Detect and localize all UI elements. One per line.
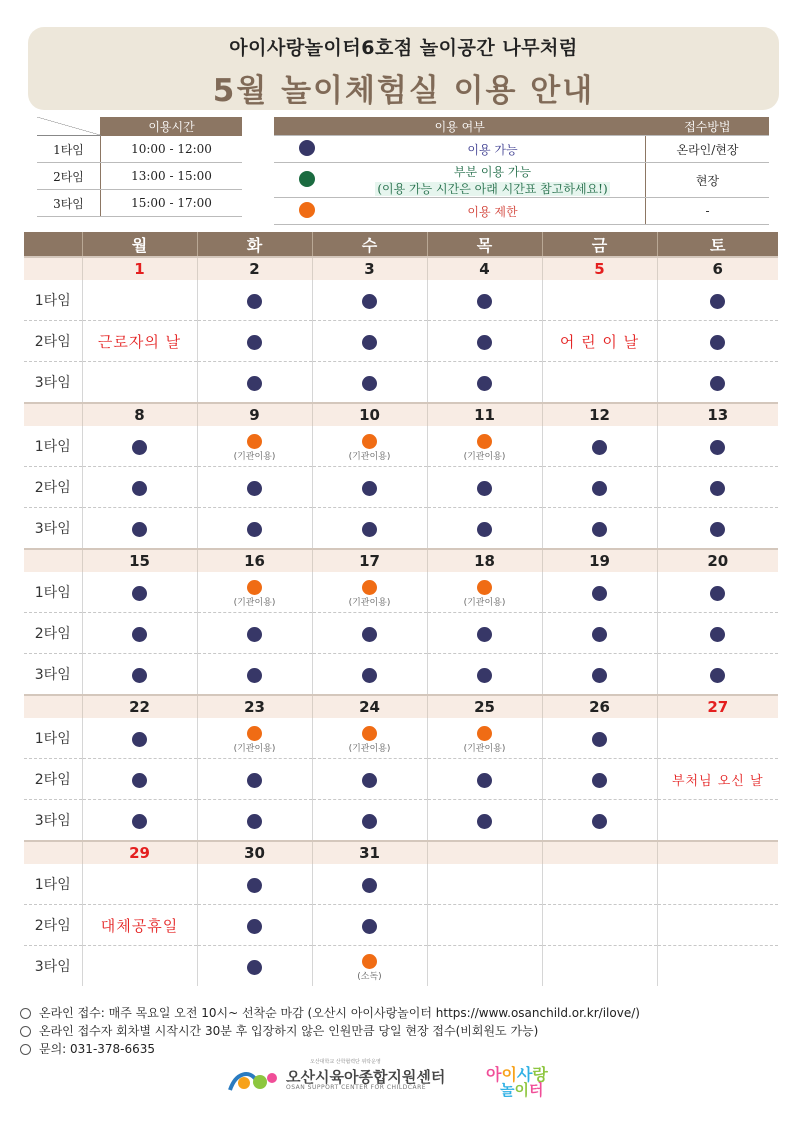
slot-cell — [657, 800, 778, 842]
slot-cell — [197, 759, 312, 800]
slot-label: 2타임 — [24, 905, 82, 946]
org-name-en: OSAN SUPPORT CENTER FOR CHILDCARE — [286, 1084, 427, 1091]
info-walkin-text: 온라인 접수자 회차별 시작시간 30분 후 입장하지 않은 인원만큼 당일 현장 접수(비회원도 가능) — [39, 1024, 539, 1038]
slot-cell — [542, 759, 657, 800]
time-label: 3타임 — [37, 190, 101, 217]
available-dot-icon — [710, 376, 725, 391]
slot-cell — [312, 321, 427, 362]
available-dot-icon — [132, 440, 147, 455]
slot-cell — [82, 426, 197, 467]
brand-letter: 놀 — [500, 1081, 515, 1099]
slot-cell — [312, 362, 427, 404]
available-dot-icon — [247, 814, 262, 829]
ilove-playground-logo — [486, 1062, 582, 1102]
slot-cell — [542, 508, 657, 550]
slot-cell — [542, 572, 657, 613]
date-cell: 11 — [427, 403, 542, 426]
available-dot-icon — [477, 773, 492, 788]
slot-cell — [197, 362, 312, 404]
available-dot-icon — [592, 586, 607, 601]
date-cell: 23 — [197, 695, 312, 718]
restriction-note: (기관이용) — [233, 597, 276, 608]
slot-cell — [197, 905, 312, 946]
slot-cell — [427, 759, 542, 800]
legend-restricted-method: - — [646, 198, 770, 225]
date-cell: 30 — [197, 841, 312, 864]
available-dot-icon — [132, 773, 147, 788]
slot-cell — [82, 280, 197, 321]
slot-cell — [427, 718, 542, 759]
slot-cell — [542, 718, 657, 759]
date-cell: 4 — [427, 257, 542, 280]
restriction-note: (기관이용) — [233, 451, 276, 462]
brand-letter: 터 — [529, 1081, 544, 1099]
time-label: 2타임 — [37, 163, 101, 190]
day-header-thu: 목 — [427, 232, 542, 257]
slot-row — [24, 426, 778, 467]
brand-letter: 아 — [486, 1065, 502, 1084]
available-dot-icon — [592, 481, 607, 496]
time-range: 13:00 - 15:00 — [101, 163, 243, 190]
date-cell: 25 — [427, 695, 542, 718]
available-dot-icon — [247, 376, 262, 391]
available-dot-icon — [710, 440, 725, 455]
week-date-row — [24, 695, 778, 718]
available-dot-icon — [132, 732, 147, 747]
slot-cell — [82, 572, 197, 613]
available-dot-icon — [710, 586, 725, 601]
available-dot-icon — [710, 335, 725, 350]
slot-row — [24, 508, 778, 550]
available-dot-icon — [710, 481, 725, 496]
slot-cell — [542, 654, 657, 696]
slot-cell — [657, 467, 778, 508]
slot-cell — [542, 946, 657, 987]
available-dot-icon — [477, 294, 492, 309]
available-dot-icon — [592, 732, 607, 747]
slot-cell — [542, 800, 657, 842]
available-dot-icon — [362, 814, 377, 829]
slot-cell — [542, 321, 657, 362]
slot-cell — [197, 572, 312, 613]
available-dot-icon — [592, 627, 607, 642]
brand-letter: 사 — [516, 1065, 533, 1084]
slot-cell — [312, 718, 427, 759]
available-dot-icon — [247, 335, 262, 350]
slot-label: 1타임 — [24, 572, 82, 613]
holiday-label: 대체공휴일 — [100, 916, 179, 935]
slot-label: 3타임 — [34, 813, 71, 829]
slot-label: 1타임 — [24, 718, 82, 759]
available-dot-icon — [477, 522, 492, 537]
restricted-dot-icon — [247, 726, 262, 741]
slot-cell — [427, 905, 542, 946]
legend-available-method: 온라인/현장 — [646, 136, 770, 163]
slot-cell — [542, 426, 657, 467]
available-dot-icon — [592, 773, 607, 788]
slot-cell — [197, 280, 312, 321]
restricted-dot-icon — [477, 580, 492, 595]
brand-letter: 이 — [501, 1065, 517, 1084]
brand-bottom-text — [500, 1079, 544, 1100]
day-header-tue: 화 — [197, 232, 312, 257]
slot-cell — [82, 800, 197, 842]
slot-cell — [542, 905, 657, 946]
slot-cell — [312, 759, 427, 800]
slot-cell — [657, 654, 778, 696]
legend-restricted-text: 이용 제한 — [340, 198, 646, 225]
slot-cell — [657, 613, 778, 654]
slot-cell — [197, 654, 312, 696]
date-cell: 20 — [657, 549, 778, 572]
available-dot-icon — [362, 773, 377, 788]
calendar-table — [24, 232, 778, 986]
available-dot-icon — [710, 522, 725, 537]
legend-partial-note: (이용 가능 시간은 아래 시간표 참고하세요!) — [377, 182, 608, 196]
page-subtitle: 아이사랑놀이터6호점 놀이공간 나무처럼 — [229, 37, 578, 59]
slot-cell — [657, 572, 778, 613]
date-cell: 24 — [312, 695, 427, 718]
date-cell: 16 — [197, 549, 312, 572]
available-dot-icon — [299, 140, 315, 156]
available-dot-icon — [247, 960, 262, 975]
restriction-note: (기관이용) — [463, 451, 506, 462]
slot-cell — [657, 508, 778, 550]
slot-cell — [197, 946, 312, 987]
restricted-dot-icon — [362, 954, 377, 969]
slot-cell — [312, 905, 427, 946]
slot-cell — [197, 864, 312, 905]
brand-letter: 랑 — [532, 1065, 548, 1084]
available-dot-icon — [362, 878, 377, 893]
slot-cell — [542, 280, 657, 321]
time-label: 1타임 — [37, 136, 101, 163]
slot-cell — [197, 613, 312, 654]
slot-cell — [197, 508, 312, 550]
slot-cell — [427, 426, 542, 467]
date-cell: 5 — [542, 257, 657, 280]
slot-row — [24, 800, 778, 842]
week-date-row — [24, 549, 778, 572]
date-cell: 8 — [82, 403, 197, 426]
time-table-corner — [37, 117, 101, 136]
available-dot-icon — [247, 522, 262, 537]
brand-letter: 이 — [514, 1081, 529, 1099]
time-range: 15:00 - 17:00 — [101, 190, 243, 217]
week-date-row — [24, 403, 778, 426]
slot-cell — [657, 718, 778, 759]
slot-cell — [427, 467, 542, 508]
restricted-dot-icon — [362, 580, 377, 595]
restricted-dot-icon — [247, 580, 262, 595]
available-dot-icon — [362, 522, 377, 537]
slot-label: 3타임 — [34, 375, 71, 391]
available-dot-icon — [132, 814, 147, 829]
slot-row — [24, 946, 778, 987]
slot-cell — [312, 800, 427, 842]
available-dot-icon — [362, 627, 377, 642]
date-cell: 3 — [312, 257, 427, 280]
restricted-dot-icon — [362, 726, 377, 741]
available-dot-icon — [247, 919, 262, 934]
slot-row — [24, 905, 778, 946]
slot-cell — [427, 572, 542, 613]
slot-row — [24, 467, 778, 508]
available-dot-icon — [132, 627, 147, 642]
date-cell: 26 — [542, 695, 657, 718]
slot-cell — [657, 946, 778, 987]
slot-cell — [427, 946, 542, 987]
slot-cell — [82, 508, 197, 550]
slot-cell — [657, 321, 778, 362]
time-table — [37, 117, 242, 217]
slot-cell — [427, 362, 542, 404]
date-cell: 15 — [82, 549, 197, 572]
slot-cell — [427, 613, 542, 654]
bullet-circle-icon — [20, 1026, 31, 1037]
slot-cell — [197, 718, 312, 759]
osan-logo-icon — [226, 1068, 282, 1094]
bullet-circle-icon — [20, 1008, 31, 1019]
slot-cell — [82, 946, 197, 987]
slot-cell — [427, 508, 542, 550]
slot-label: 3타임 — [34, 667, 71, 683]
available-dot-icon — [247, 773, 262, 788]
legend-available-text: 이용 가능 — [340, 136, 646, 163]
available-dot-icon — [710, 294, 725, 309]
available-dot-icon — [477, 481, 492, 496]
slot-cell — [657, 426, 778, 467]
date-cell: 27 — [657, 695, 778, 718]
slot-cell — [312, 946, 427, 987]
slot-cell — [312, 654, 427, 696]
slot-cell — [82, 613, 197, 654]
slot-cell — [312, 613, 427, 654]
available-dot-icon — [362, 919, 377, 934]
slot-cell — [427, 864, 542, 905]
date-cell — [542, 841, 657, 864]
slot-row — [24, 864, 778, 905]
slot-label: 2타임 — [24, 321, 82, 362]
slot-cell — [312, 426, 427, 467]
slot-cell — [197, 426, 312, 467]
slot-label: 1타임 — [24, 426, 82, 467]
available-dot-icon — [477, 668, 492, 683]
slot-cell — [82, 759, 197, 800]
slot-cell — [312, 280, 427, 321]
available-dot-icon — [477, 814, 492, 829]
restriction-note: (소독) — [357, 971, 382, 982]
info-online-text: 온라인 접수: 매주 목요일 오전 10시~ 선착순 마감 (오산시 아이사랑놀이터 https://www.osanchild.or.kr/ilove/) — [39, 1006, 640, 1020]
slot-cell — [82, 362, 197, 404]
day-header-wed: 수 — [312, 232, 427, 257]
time-range: 10:00 - 12:00 — [101, 136, 243, 163]
slot-row — [24, 654, 778, 696]
restriction-note: (기관이용) — [233, 743, 276, 754]
org-tagline: 오산대학교 산학협력단 위탁운영 — [310, 1059, 381, 1065]
available-dot-icon — [247, 627, 262, 642]
day-header-fri: 금 — [542, 232, 657, 257]
restriction-note: (기관이용) — [348, 597, 391, 608]
org-name: 오산시육아종합지원센터 — [286, 1068, 446, 1086]
page-title: 5월 놀이체험실 이용 안내 — [212, 73, 595, 109]
slot-cell — [427, 654, 542, 696]
date-cell — [427, 841, 542, 864]
available-dot-icon — [362, 668, 377, 683]
available-dot-icon — [132, 481, 147, 496]
slot-label: 2타임 — [24, 613, 82, 654]
slot-cell — [312, 572, 427, 613]
calendar-header-row — [24, 232, 778, 257]
slot-cell — [82, 905, 197, 946]
slot-cell — [427, 800, 542, 842]
legend-status-header: 이용 여부 — [274, 117, 646, 136]
slot-row — [24, 362, 778, 404]
date-cell: 6 — [657, 257, 778, 280]
slot-cell — [82, 467, 197, 508]
bullet-circle-icon — [20, 1044, 31, 1055]
available-dot-icon — [592, 668, 607, 683]
date-cell: 13 — [657, 403, 778, 426]
title-banner — [28, 27, 779, 110]
available-dot-icon — [477, 376, 492, 391]
available-dot-icon — [710, 627, 725, 642]
slot-row — [24, 280, 778, 321]
slot-label: 1타임 — [24, 864, 82, 905]
slot-cell — [82, 321, 197, 362]
slot-cell — [657, 864, 778, 905]
available-dot-icon — [362, 481, 377, 496]
legend-table — [274, 117, 769, 225]
slot-label: 2타임 — [24, 467, 82, 508]
slot-cell — [82, 718, 197, 759]
restriction-note: (기관이용) — [463, 597, 506, 608]
slot-row — [24, 321, 778, 362]
slot-cell — [197, 800, 312, 842]
restriction-note: (기관이용) — [348, 743, 391, 754]
available-dot-icon — [247, 878, 262, 893]
slot-cell — [197, 467, 312, 508]
date-cell: 17 — [312, 549, 427, 572]
available-dot-icon — [132, 586, 147, 601]
slot-cell — [82, 864, 197, 905]
available-dot-icon — [362, 294, 377, 309]
slot-row — [24, 759, 778, 800]
available-dot-icon — [592, 440, 607, 455]
day-header-mon: 월 — [82, 232, 197, 257]
osan-childcare-center-logo — [226, 1059, 472, 1096]
date-cell: 12 — [542, 403, 657, 426]
date-cell: 19 — [542, 549, 657, 572]
slot-label: 2타임 — [24, 759, 82, 800]
available-dot-icon — [592, 814, 607, 829]
slot-cell — [542, 613, 657, 654]
day-header-sat: 토 — [657, 232, 778, 257]
date-cell: 22 — [82, 695, 197, 718]
restricted-dot-icon — [362, 434, 377, 449]
holiday-label: 어 린 이 날 — [559, 332, 640, 351]
slot-label: 3타임 — [34, 959, 71, 975]
slot-cell — [542, 864, 657, 905]
holiday-label: 부처님 오신 날 — [671, 773, 764, 789]
time-table-header: 이용시간 — [101, 117, 243, 136]
date-cell: 29 — [82, 841, 197, 864]
date-cell: 31 — [312, 841, 427, 864]
week-date-row — [24, 841, 778, 864]
slot-cell — [312, 508, 427, 550]
restricted-dot-icon — [247, 434, 262, 449]
available-dot-icon — [710, 668, 725, 683]
date-cell: 1 — [82, 257, 197, 280]
legend-partial-text: 부분 이용 가능 — [453, 165, 532, 179]
slot-cell — [197, 321, 312, 362]
legend-method-header: 접수방법 — [646, 117, 770, 136]
available-dot-icon — [362, 376, 377, 391]
slot-cell — [657, 280, 778, 321]
partial-dot-icon — [299, 171, 315, 187]
slot-row — [24, 613, 778, 654]
available-dot-icon — [247, 668, 262, 683]
available-dot-icon — [477, 627, 492, 642]
restriction-note: (기관이용) — [463, 743, 506, 754]
week-date-row — [24, 257, 778, 280]
available-dot-icon — [132, 668, 147, 683]
slot-cell — [657, 362, 778, 404]
available-dot-icon — [132, 522, 147, 537]
available-dot-icon — [592, 522, 607, 537]
slot-cell — [82, 654, 197, 696]
restricted-dot-icon — [477, 726, 492, 741]
slot-cell — [542, 362, 657, 404]
available-dot-icon — [362, 335, 377, 350]
info-notes — [20, 1004, 640, 1058]
date-cell: 10 — [312, 403, 427, 426]
slot-label: 1타임 — [24, 280, 82, 321]
date-cell: 2 — [197, 257, 312, 280]
slot-cell — [427, 321, 542, 362]
date-cell — [657, 841, 778, 864]
legend-partial-method: 현장 — [646, 163, 770, 198]
info-contact-text: 문의: 031-378-6635 — [39, 1042, 156, 1056]
holiday-label: 근로자의 날 — [97, 332, 182, 351]
slot-cell — [312, 864, 427, 905]
date-cell: 18 — [427, 549, 542, 572]
slot-row — [24, 718, 778, 759]
slot-cell — [657, 905, 778, 946]
slot-cell — [427, 280, 542, 321]
restriction-note: (기관이용) — [348, 451, 391, 462]
available-dot-icon — [477, 335, 492, 350]
restricted-dot-icon — [299, 202, 315, 218]
slot-cell — [657, 759, 778, 800]
slot-row — [24, 572, 778, 613]
date-cell: 9 — [197, 403, 312, 426]
available-dot-icon — [247, 294, 262, 309]
restricted-dot-icon — [477, 434, 492, 449]
slot-cell — [542, 467, 657, 508]
slot-cell — [312, 467, 427, 508]
available-dot-icon — [247, 481, 262, 496]
slot-label: 3타임 — [34, 521, 71, 537]
